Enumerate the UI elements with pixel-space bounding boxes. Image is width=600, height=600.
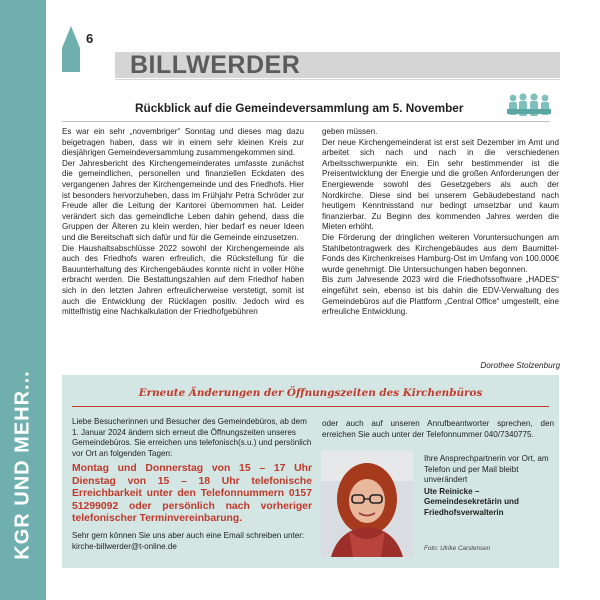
article-paragraph: Der neue Kirchengemeinderat ist erst seit Dezember im Amt und arbeitet sich nach und nach in die verschiedenen Arbeitsschwerpunkte ein. Ein sehr bestimmender ist die Preisentwicklung der Energie und die großen Anforderungen der Energiewende sowohl des Gesetzgebers als auch der Nordkirche. Diese sind bei unserem Gebäudebestand nach heutigem Kenntnisstand nur bedingt umsetzbar und kaum finanzierbar. Zu Beginn des kommenden Jahres werden die Mieten erhöht. [322, 137, 559, 232]
portrait-photo [321, 451, 413, 557]
contact-block [424, 454, 552, 519]
portrait-illustration [321, 451, 413, 557]
page-number: 6 [86, 31, 94, 46]
article-headline: Rückblick auf die Gemeindeversammlung am 5. November [135, 101, 464, 115]
title-rule [115, 79, 560, 80]
notice-title: Erneute Änderungen der Öffnungszeiten des Kirchenbüros [138, 387, 483, 399]
email-note: Sehr gern können Sie uns aber auch eine Email schreiben unter: kirche-billwerder@t-online.de [72, 531, 305, 551]
group-people-icon [506, 92, 552, 120]
opening-hours-highlight: Montag und Donnerstag von 15 – 17 Uhr Dienstag von 15 – 18 Uhr telefonische Erreichbarkeit unter den Telefonnummern 0157 51299092 oder persönlich nach vorheriger telefonischer Terminvereinbarung. [72, 463, 312, 524]
answering-machine-note: oder auch auf unseren Anrufbeantworter sprechen, den erreichen Sie auch unter der Telefonnummer 040/7340775. [322, 419, 554, 439]
article-column-left [62, 127, 304, 318]
contact-name: Ute Reinicke – Gemeindesekretärin und Friedhofsverwalterin [424, 486, 519, 517]
sidebar-rail [0, 0, 46, 600]
photo-caption: Foto: Ulrike Carstensen [424, 545, 491, 552]
article-paragraph: geben müssen. [322, 127, 378, 136]
article-column-right [322, 127, 559, 318]
notice-title-rule [72, 406, 549, 407]
article-paragraph: Die Förderung der dringlichen weiteren Voruntersuchungen am Stahlbetontragwerk des Kirchengebäudes aus dem Baumittel-Fonds des Kirchenkreises Hamburg-Ost im Umfang von 100.000€ wurde genehmigt. Die Untersuchungen haben begonnen. [322, 232, 559, 274]
contact-intro: Ihre Ansprechpartnerin vor Ort, am Telefon und per Mail bleibt unverändert [424, 454, 549, 485]
notice-left-column [72, 417, 312, 553]
article-paragraph: Der Jahresbericht des Kirchengemeinderates umfasste zunächst die gemeindlichen, personellen und finanziellen Eckdaten des vergangenen Jahres der Kirchengemeinde und des Friedhofs. Hier ist besonders hervorzuheben, dass im Frühjahr Petra Schröder zur Freude aller die Leitung der Kantorei übernommen hat. Leider verändert sich das gemeindliche Leben dahin gehend, dass die Gruppen der Älteren zu klein werden, hier bedarf es neuer Ideen und die Bereitschaft sich dafür und für die Gemeinde einzusetzen. [62, 158, 304, 242]
notice-intro: Liebe Besucherinnen und Besucher des Gemeindebüros, ab dem 1. Januar 2024 ändern sich erneut die Öffnungszeiten unseres Gemeindebüros. Sie erreichen uns telefonisch(s.u.) und persönlich vor Ort an folgenden Tagen: [72, 417, 312, 458]
church-silhouette-icon [58, 26, 84, 72]
article-author: Dorothee Stolzenburg [480, 361, 560, 370]
article-paragraph: Es war ein sehr „novembriger“ Sonntag und dieses mag dazu beigetragen haben, dass wir in einem sehr kleinen Kreis zur diesjährigen Gemeindeversammlung zusammengekommen sind. [62, 127, 304, 158]
page-title: BILLWERDER [130, 51, 301, 79]
notice-box [62, 375, 559, 568]
headline-rule [62, 121, 550, 122]
article-paragraph: Die Haushaltsabschlüsse 2022 sowohl der Kirchengemeinde als auch des Friedhofs waren erfreulich, die Rückstellung für die Bauunterhaltung des Kirchengebäudes konnte nicht in voller Höhe erbracht werden. Die Bestattungszahlen auf dem Friedhof haben sich in den letzten Jahren erfreulicherweise verstetigt, somit ist auch die Entwicklung der Rücklagen positiv. Jedoch wird es mittelfristig eine Nachkalkulation der Friedhofgebühren [62, 243, 304, 317]
sidebar-label: KGR UND MEHR... [11, 370, 34, 560]
article-paragraph: Bis zum Jahresende 2023 wird die Friedhofssoftware „HADES“ eingeführt sein, ebenso ist bis dahin die EDV-Verwaltung des Gemeindebüros auf die Plattform „Central Office“ umgestellt, eine erfreuliche Entwicklung. [322, 275, 559, 317]
